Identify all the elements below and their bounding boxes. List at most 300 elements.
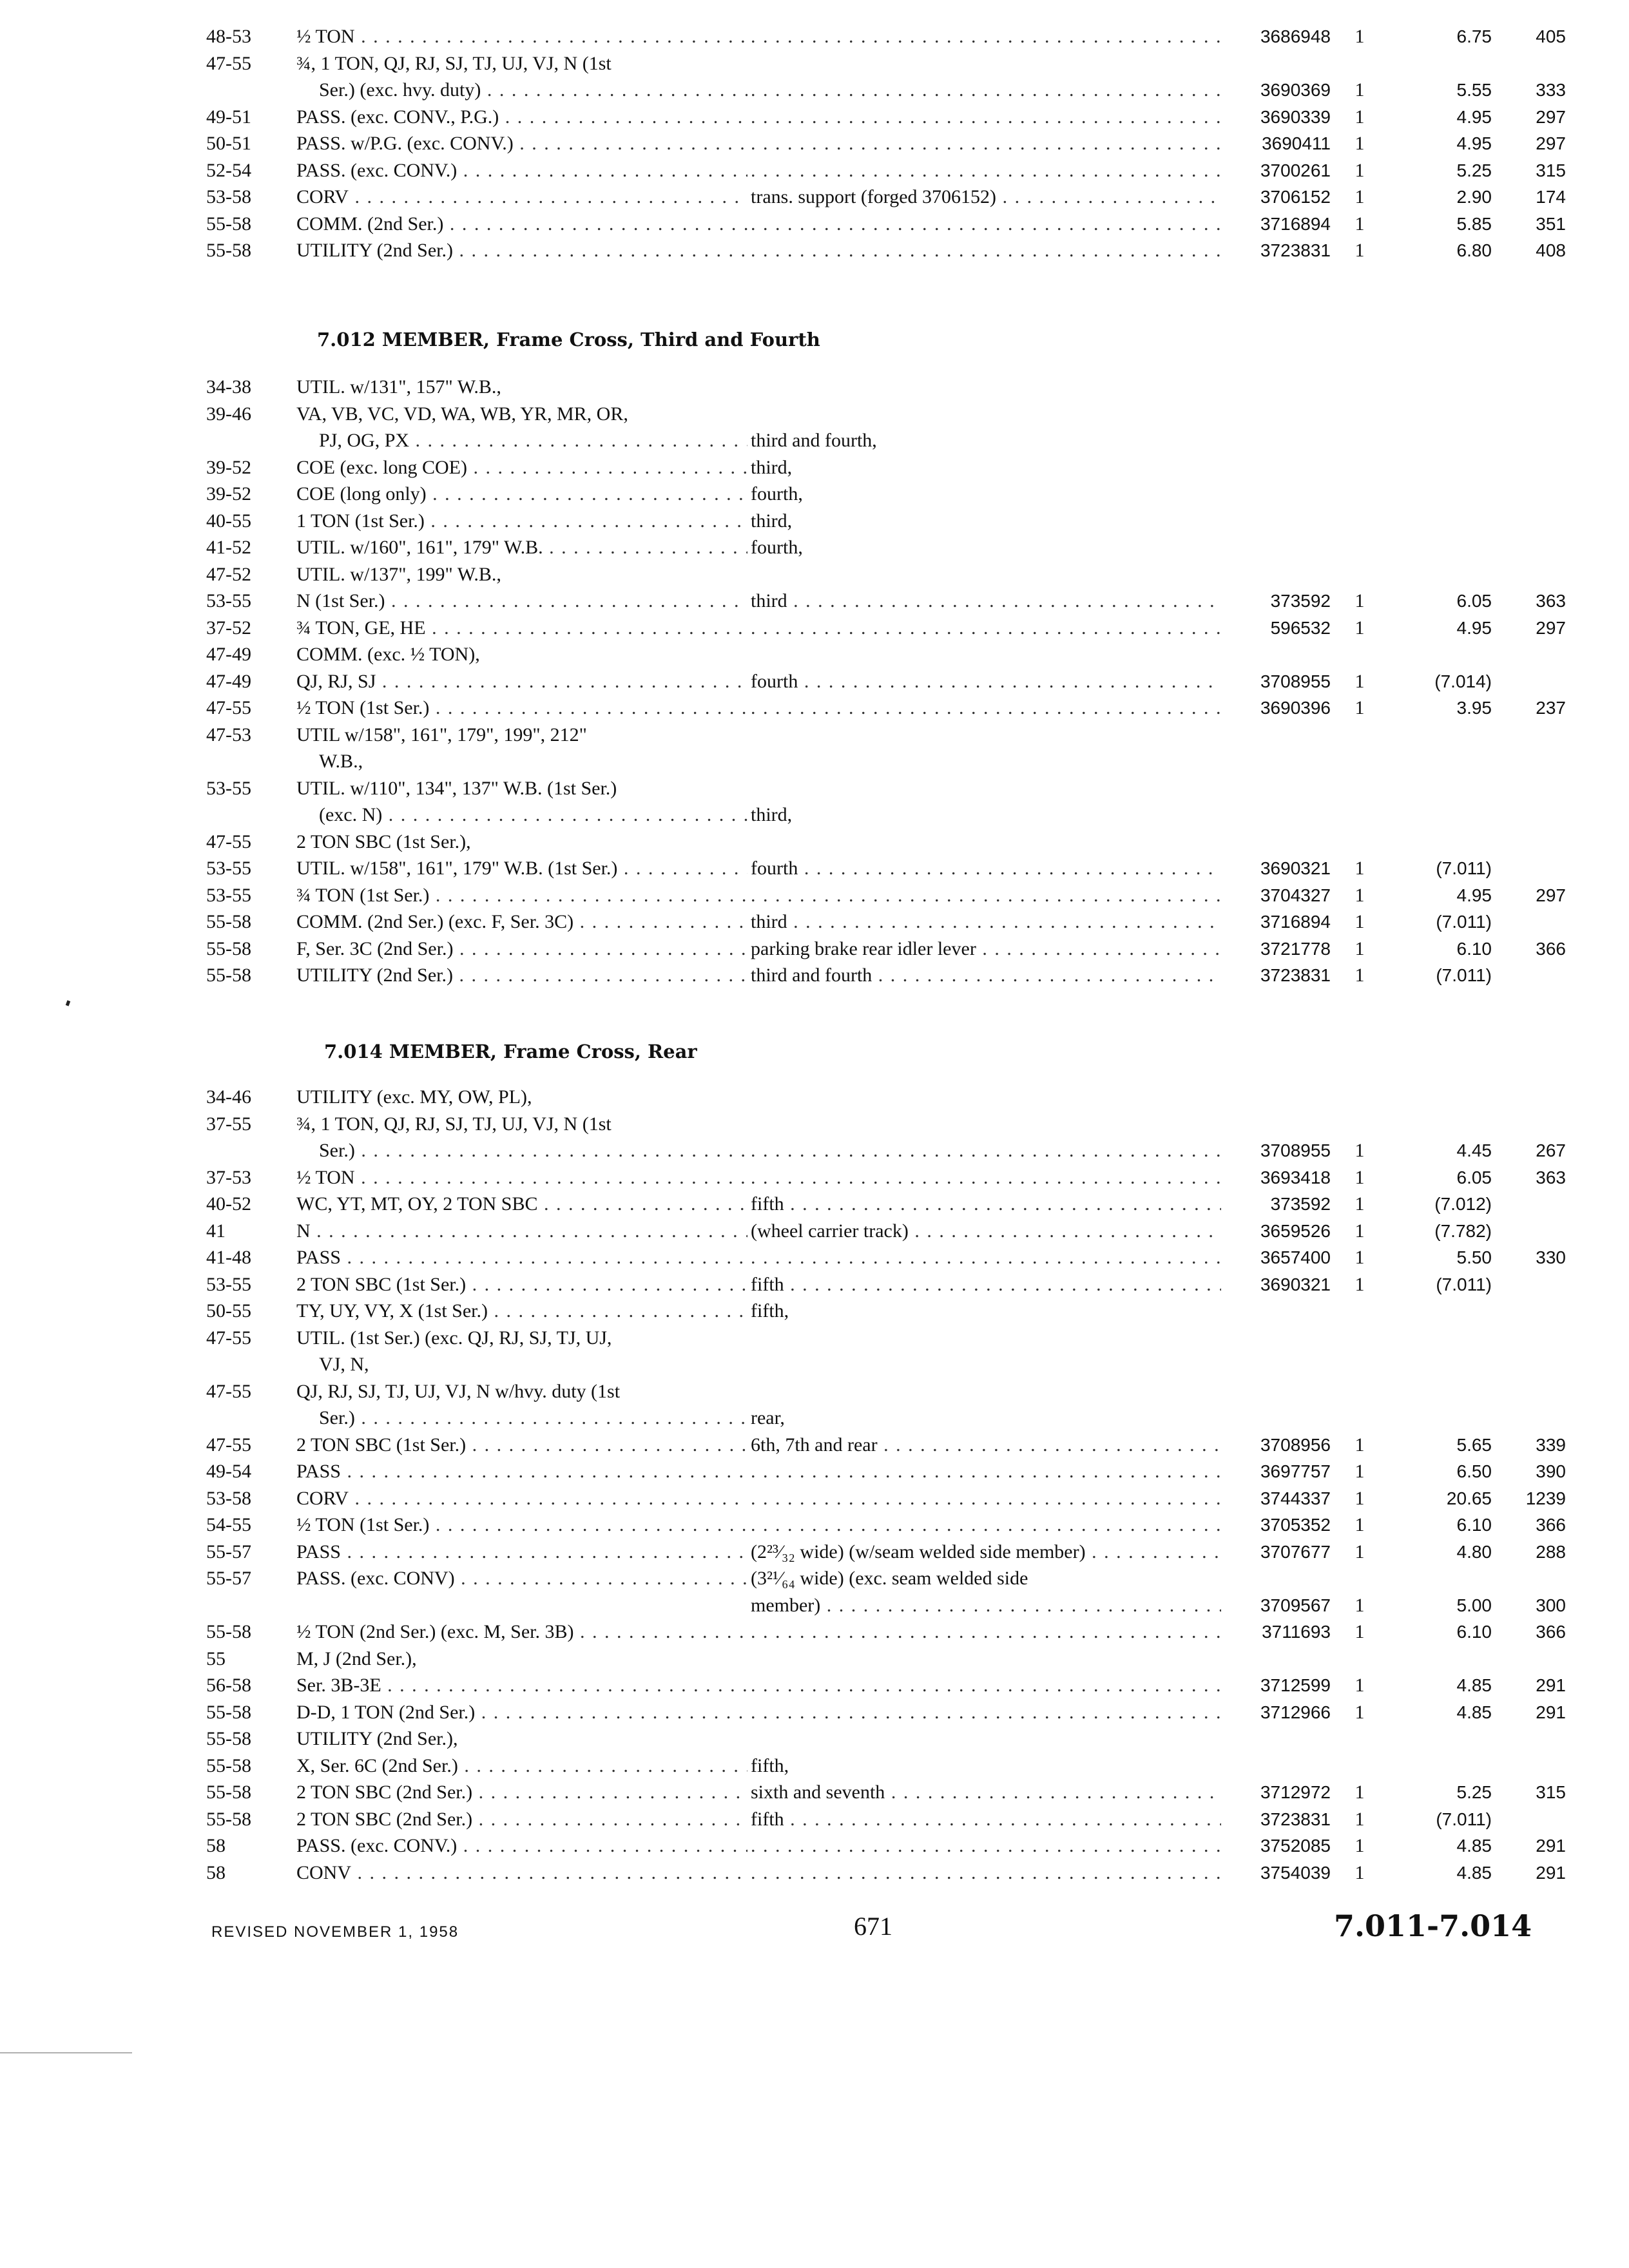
- price-code: 291: [1536, 1836, 1566, 1856]
- model-year: 47-55: [206, 1434, 251, 1456]
- price-code: 315: [1536, 160, 1566, 180]
- model-year: 55-58: [206, 1808, 251, 1830]
- part-number: 3690369: [1260, 80, 1331, 100]
- part-number: 596532: [1270, 617, 1331, 638]
- part-number: 3723831: [1260, 240, 1331, 260]
- quantity: 1: [1354, 1621, 1365, 1642]
- part-number: 3686948: [1260, 26, 1331, 46]
- part-number: 373592: [1270, 591, 1331, 611]
- description: ½ TON (1st Ser.) . . .: [296, 1512, 747, 1539]
- quantity: 1: [1354, 26, 1365, 47]
- price: 4.80: [1456, 1541, 1492, 1562]
- part-number: 3708955: [1260, 671, 1331, 691]
- note: fourth . . .: [751, 855, 1221, 882]
- parts-row: [206, 882, 1572, 909]
- price: 4.95: [1456, 133, 1492, 153]
- note: [751, 1458, 1221, 1485]
- description: PASS. w/P.G. (exc. CONV.) . . .: [296, 130, 747, 157]
- price-code: 339: [1536, 1434, 1566, 1455]
- part-number: 3704327: [1260, 885, 1331, 905]
- model-year: 47-55: [206, 831, 251, 852]
- price-code: 366: [1536, 1622, 1566, 1642]
- parts-row: [206, 775, 1572, 802]
- description: N (1st Ser.) . . .: [296, 588, 747, 615]
- note: [751, 1512, 1221, 1539]
- price-code: 297: [1536, 617, 1566, 638]
- parts-row: [206, 1592, 1572, 1619]
- quantity: 1: [1354, 240, 1365, 261]
- parts-row: [206, 184, 1572, 211]
- price-code: 300: [1536, 1595, 1566, 1615]
- description: X, Ser. 6C (2nd Ser.) . . .: [296, 1753, 747, 1780]
- parts-row: [206, 1271, 1572, 1298]
- description: COMM. (exc. ½ TON),: [296, 644, 480, 665]
- description: QJ, RJ, SJ . . .: [296, 668, 747, 695]
- parts-row: [206, 237, 1572, 264]
- parts-row: [206, 50, 1572, 77]
- price: 6.05: [1456, 591, 1492, 611]
- part-number: 3754039: [1260, 1862, 1331, 1883]
- price: (7.012): [1434, 1194, 1492, 1214]
- note: [751, 23, 1221, 50]
- parts-row: [206, 1111, 1572, 1138]
- price: 20.65: [1446, 1488, 1492, 1508]
- price-code: 363: [1536, 1167, 1566, 1187]
- quantity: 1: [1354, 911, 1365, 932]
- price: 6.10: [1456, 938, 1492, 959]
- note: rear,: [751, 1407, 785, 1428]
- parts-row: [206, 508, 1572, 535]
- parts-row: [206, 1860, 1572, 1887]
- price: 2.90: [1456, 187, 1492, 207]
- model-year: 47-55: [206, 52, 251, 74]
- quantity: 1: [1354, 213, 1365, 235]
- note: third and fourth . . .: [751, 962, 1221, 989]
- note: [751, 237, 1221, 264]
- quantity: 1: [1354, 1273, 1365, 1295]
- price-code: 291: [1536, 1702, 1566, 1722]
- quantity: 1: [1354, 106, 1365, 128]
- part-number: 373592: [1270, 1194, 1331, 1214]
- description: UTIL. w/158", 161", 179" W.B. (1st Ser.) . . .: [296, 855, 747, 882]
- note: fourth,: [751, 537, 803, 558]
- note: fifth . . .: [751, 1271, 1221, 1298]
- note: [751, 1619, 1221, 1646]
- model-year: 47-49: [206, 644, 251, 665]
- quantity: 1: [1354, 1220, 1365, 1242]
- quantity: 1: [1354, 670, 1365, 692]
- price: 4.45: [1456, 1140, 1492, 1160]
- quantity: 1: [1354, 1541, 1365, 1562]
- note: fifth,: [751, 1754, 789, 1776]
- quantity: 1: [1354, 937, 1365, 959]
- part-number: 3716894: [1260, 912, 1331, 932]
- description: UTILITY (exc. MY, OW, PL),: [296, 1086, 532, 1108]
- note: [751, 695, 1221, 722]
- price: 4.85: [1456, 1702, 1492, 1722]
- note: sixth and seventh . . .: [751, 1779, 1221, 1806]
- model-year: 55: [206, 1648, 226, 1669]
- price-code: 297: [1536, 885, 1566, 905]
- parts-row: [206, 588, 1572, 615]
- parts-row: [206, 1779, 1572, 1806]
- note: fifth . . .: [751, 1191, 1221, 1218]
- price-code: 390: [1536, 1461, 1566, 1481]
- section-heading-7-012: 7.012 MEMBER, Frame Cross, Third and Fourth: [317, 329, 820, 351]
- description: ¾, 1 TON, QJ, RJ, SJ, TJ, UJ, VJ, N (1st: [296, 52, 612, 74]
- parts-row: [206, 641, 1572, 668]
- model-year: 55-58: [206, 1782, 251, 1803]
- model-year: 55-57: [206, 1568, 251, 1589]
- parts-row: [206, 962, 1572, 989]
- price-code: 297: [1536, 106, 1566, 127]
- quantity: 1: [1354, 1835, 1365, 1856]
- part-number: 3690411: [1262, 133, 1331, 153]
- quantity: 1: [1354, 965, 1365, 986]
- part-number: 3752085: [1260, 1836, 1331, 1856]
- model-year: 53-58: [206, 186, 251, 207]
- model-year: 47-55: [206, 697, 251, 718]
- note: [751, 211, 1221, 238]
- description: UTIL. w/160", 161", 179" W.B. . . .: [296, 534, 747, 561]
- description: PASS . . .: [296, 1539, 747, 1566]
- description: M, J (2nd Ser.),: [296, 1648, 417, 1669]
- note: [751, 1137, 1221, 1164]
- price: 6.80: [1456, 240, 1492, 260]
- note: [751, 1832, 1221, 1860]
- price: (7.011): [1436, 858, 1492, 878]
- price-code: 366: [1536, 938, 1566, 959]
- part-number: 3721778: [1260, 938, 1331, 959]
- note: [751, 130, 1221, 157]
- part-number: 3697757: [1260, 1461, 1331, 1481]
- description: ½ TON (2nd Ser.) (exc. M, Ser. 3B) . . .: [296, 1619, 747, 1646]
- price-code: 291: [1536, 1862, 1566, 1883]
- section-7-011-continued: [206, 23, 1572, 264]
- parts-row: [206, 615, 1572, 642]
- description: UTILITY (2nd Ser.) . . .: [296, 237, 747, 264]
- part-number: 3693418: [1260, 1167, 1331, 1187]
- scan-mark: [0, 2052, 132, 2053]
- part-number: 3744337: [1260, 1488, 1331, 1508]
- description: COMM. (2nd Ser.) (exc. F, Ser. 3C) . . .: [296, 908, 747, 936]
- note: parking brake rear idler lever . . .: [751, 936, 1221, 963]
- parts-row: [206, 157, 1572, 184]
- description: 2 TON SBC (2nd Ser.) . . .: [296, 1779, 747, 1806]
- parts-row: [206, 1351, 1572, 1378]
- model-year: 55-58: [206, 240, 251, 261]
- model-year: 41-52: [206, 537, 251, 558]
- quantity: 1: [1354, 884, 1365, 906]
- price: 5.65: [1456, 1434, 1492, 1455]
- note: third,: [751, 510, 793, 532]
- description: PASS. (exc. CONV.) . . .: [296, 157, 747, 184]
- description: PASS. (exc. CONV) . . .: [296, 1565, 747, 1592]
- note: [751, 615, 1221, 642]
- description: WC, YT, MT, OY, 2 TON SBC . . .: [296, 1191, 747, 1218]
- description: Ser.) (exc. hvy. duty) . . .: [319, 77, 747, 104]
- part-number: 3690321: [1260, 858, 1331, 878]
- note: trans. support (forged 3706152) . . .: [751, 184, 1221, 211]
- note: third,: [751, 804, 793, 825]
- price: 6.10: [1456, 1515, 1492, 1535]
- page-number: 671: [854, 1912, 892, 1941]
- part-number: 3716894: [1260, 213, 1331, 234]
- parts-row: [206, 1806, 1572, 1833]
- parts-row: [206, 936, 1572, 963]
- part-number: 3712966: [1260, 1702, 1331, 1722]
- parts-row: [206, 401, 1572, 428]
- quantity: 1: [1354, 79, 1365, 101]
- description: TY, UY, VY, X (1st Ser.) . . .: [296, 1298, 747, 1325]
- price: 5.00: [1456, 1595, 1492, 1615]
- quantity: 1: [1354, 590, 1365, 611]
- price: 5.85: [1456, 213, 1492, 234]
- model-year: 47-55: [206, 1327, 251, 1349]
- model-year: 58: [206, 1861, 226, 1883]
- price-code: 366: [1536, 1515, 1566, 1535]
- model-year: 56-58: [206, 1675, 251, 1696]
- description: UTILITY (2nd Ser.) . . .: [296, 962, 747, 989]
- model-year: 37-55: [206, 1113, 251, 1135]
- model-year: 52-54: [206, 159, 251, 181]
- model-year: 34-46: [206, 1086, 251, 1108]
- parts-row: [206, 534, 1572, 561]
- part-number: 3659526: [1260, 1220, 1331, 1241]
- description: ½ TON . . .: [296, 1164, 747, 1191]
- description: Ser.) . . .: [319, 1405, 747, 1432]
- model-year: 53-58: [206, 1487, 251, 1509]
- model-year: 40-55: [206, 510, 251, 532]
- quantity: 1: [1354, 1193, 1365, 1215]
- description: UTIL. w/137", 199" W.B.,: [296, 563, 501, 585]
- model-year: 47-53: [206, 724, 251, 745]
- model-year: 50-55: [206, 1300, 251, 1321]
- note: third . . .: [751, 588, 1221, 615]
- price: 4.85: [1456, 1836, 1492, 1856]
- part-number: 3707677: [1260, 1541, 1331, 1562]
- note: [751, 1860, 1221, 1887]
- price: 4.95: [1456, 106, 1492, 127]
- parts-row: [206, 668, 1572, 695]
- price: 4.95: [1456, 617, 1492, 638]
- note: third . . .: [751, 908, 1221, 936]
- part-number: 3712599: [1260, 1675, 1331, 1695]
- model-year: 39-52: [206, 456, 251, 478]
- parts-row: [206, 427, 1572, 454]
- parts-row: [206, 1458, 1572, 1485]
- model-year: 53-55: [206, 858, 251, 879]
- price: (7.014): [1434, 671, 1492, 691]
- model-year: 40-52: [206, 1193, 251, 1215]
- parts-row: [206, 748, 1572, 775]
- parts-row: [206, 1137, 1572, 1164]
- model-year: 55-58: [206, 1728, 251, 1749]
- parts-row: [206, 1485, 1572, 1512]
- parts-row: [206, 104, 1572, 131]
- price: 5.55: [1456, 80, 1492, 100]
- model-year: 41: [206, 1220, 226, 1242]
- price-code: 267: [1536, 1140, 1566, 1160]
- quantity: 1: [1354, 1808, 1365, 1830]
- model-year: 47-49: [206, 670, 251, 692]
- note: [751, 104, 1221, 131]
- price: 4.95: [1456, 885, 1492, 905]
- section-heading-7-014: 7.014 MEMBER, Frame Cross, Rear: [324, 1041, 697, 1062]
- price: 6.50: [1456, 1461, 1492, 1481]
- price-code: 408: [1536, 240, 1566, 260]
- parts-row: [206, 1565, 1572, 1592]
- quantity: 1: [1354, 858, 1365, 879]
- note: (3²¹⁄₆₄ wide) (exc. seam welded side: [751, 1568, 1028, 1589]
- quantity: 1: [1354, 1782, 1365, 1803]
- description: UTIL. w/131", 157" W.B.,: [296, 376, 501, 398]
- note: fourth . . .: [751, 668, 1221, 695]
- quantity: 1: [1354, 1701, 1365, 1723]
- parts-row: [206, 1725, 1572, 1753]
- revision-date: REVISED NOVEMBER 1, 1958: [211, 1923, 459, 1941]
- parts-row: [206, 77, 1572, 104]
- model-year: 53-55: [206, 884, 251, 906]
- model-year: 55-58: [206, 911, 251, 932]
- parts-row: [206, 829, 1572, 856]
- note: fourth,: [751, 483, 803, 505]
- parts-row: [206, 908, 1572, 936]
- model-year: 39-46: [206, 403, 251, 425]
- parts-row: [206, 1164, 1572, 1191]
- description: VA, VB, VC, VD, WA, WB, YR, MR, OR,: [296, 403, 628, 425]
- note: [751, 77, 1221, 104]
- model-year: 48-53: [206, 26, 251, 47]
- description: COE (long only) . . .: [296, 481, 747, 508]
- description: ¾ TON, GE, HE . . .: [296, 615, 747, 642]
- price: 5.25: [1456, 160, 1492, 180]
- model-year: 55-58: [206, 937, 251, 959]
- model-year: 47-55: [206, 1380, 251, 1402]
- description: UTIL. (1st Ser.) (exc. QJ, RJ, SJ, TJ, UJ,: [296, 1327, 612, 1349]
- description: 2 TON SBC (1st Ser.),: [296, 831, 471, 852]
- part-number: 3711693: [1262, 1622, 1331, 1642]
- description: UTIL w/158", 161", 179", 199", 212": [296, 724, 587, 745]
- quantity: 1: [1354, 697, 1365, 718]
- parts-row: [206, 130, 1572, 157]
- model-year: 55-58: [206, 1754, 251, 1776]
- price: (7.782): [1434, 1220, 1492, 1241]
- description: QJ, RJ, SJ, TJ, UJ, VJ, N w/hvy. duty (1st: [296, 1380, 621, 1402]
- description: CORV . . .: [296, 1485, 747, 1512]
- model-year: 49-51: [206, 106, 251, 128]
- description: PASS . . .: [296, 1244, 747, 1271]
- model-year: 54-55: [206, 1514, 251, 1535]
- quantity: 1: [1354, 1514, 1365, 1535]
- part-number: 3690339: [1260, 106, 1331, 127]
- description: PASS. (exc. CONV.) . . .: [296, 1832, 747, 1860]
- quantity: 1: [1354, 1166, 1365, 1188]
- part-number: 3706152: [1260, 187, 1331, 207]
- price-code: 291: [1536, 1675, 1566, 1695]
- part-number: 3723831: [1260, 965, 1331, 985]
- note: 6th, 7th and rear . . .: [751, 1432, 1221, 1459]
- note: [751, 1244, 1221, 1271]
- model-year: 55-58: [206, 965, 251, 986]
- section-range: 7.011-7.014: [1334, 1908, 1532, 1943]
- section-7-012: [206, 374, 1572, 989]
- model-year: 34-38: [206, 376, 251, 398]
- parts-row: [206, 481, 1572, 508]
- quantity: 1: [1354, 1675, 1365, 1696]
- part-number: 3709567: [1260, 1595, 1331, 1615]
- parts-row: [206, 1832, 1572, 1860]
- part-number: 3690321: [1260, 1274, 1331, 1294]
- price-code: 237: [1536, 698, 1566, 718]
- price-code: 351: [1536, 213, 1566, 234]
- quantity: 1: [1354, 1594, 1365, 1616]
- description: 2 TON SBC (1st Ser.) . . .: [296, 1271, 747, 1298]
- note: [751, 1485, 1221, 1512]
- note: member) . . .: [751, 1592, 1221, 1619]
- note: third and fourth,: [751, 430, 877, 451]
- model-year: 55-58: [206, 1701, 251, 1723]
- price: (7.011): [1436, 912, 1492, 932]
- note: (wheel carrier track) . . .: [751, 1218, 1221, 1245]
- parts-row: [206, 855, 1572, 882]
- part-number: 3705352: [1260, 1515, 1331, 1535]
- price: 6.05: [1456, 1167, 1492, 1187]
- part-number: 3708955: [1260, 1140, 1331, 1160]
- note: [751, 1699, 1221, 1726]
- description: D-D, 1 TON (2nd Ser.) . . .: [296, 1699, 747, 1726]
- parts-row: [206, 1672, 1572, 1699]
- price-code: 1239: [1525, 1488, 1566, 1508]
- description: ½ TON (1st Ser.) . . .: [296, 695, 747, 722]
- description: COE (exc. long COE) . . .: [296, 454, 747, 481]
- parts-row: [206, 1699, 1572, 1726]
- section-7-014: [206, 1084, 1572, 1886]
- parts-row: [206, 374, 1572, 401]
- parts-row: [206, 1753, 1572, 1780]
- part-number: 3723831: [1260, 1809, 1331, 1829]
- price: (7.011): [1436, 1809, 1492, 1829]
- model-year: 58: [206, 1835, 226, 1856]
- model-year: 53-55: [206, 777, 251, 799]
- price-code: 315: [1536, 1782, 1566, 1802]
- model-year: 37-52: [206, 617, 251, 639]
- description: UTIL. w/110", 134", 137" W.B. (1st Ser.): [296, 777, 617, 799]
- description: CONV . . .: [296, 1860, 747, 1887]
- description: CORV . . .: [296, 184, 747, 211]
- quantity: 1: [1354, 159, 1365, 181]
- parts-row: [206, 722, 1572, 749]
- price-code: 288: [1536, 1541, 1566, 1562]
- quantity: 1: [1354, 1861, 1365, 1883]
- note: third,: [751, 456, 793, 478]
- model-year: 49-54: [206, 1461, 251, 1482]
- quantity: 1: [1354, 133, 1365, 154]
- description: W.B.,: [319, 751, 363, 772]
- description: UTILITY (2nd Ser.),: [296, 1728, 458, 1749]
- price: 5.25: [1456, 1782, 1492, 1802]
- model-year: 47-52: [206, 563, 251, 585]
- parts-row: [206, 1378, 1572, 1405]
- model-year: 50-51: [206, 133, 251, 154]
- parts-row: [206, 1084, 1572, 1111]
- description: ½ TON . . .: [296, 23, 747, 50]
- parts-row: [206, 1218, 1572, 1245]
- part-number: 3708956: [1260, 1434, 1331, 1455]
- note: [751, 882, 1221, 909]
- description: N . . .: [296, 1218, 747, 1245]
- description: PASS . . .: [296, 1458, 747, 1485]
